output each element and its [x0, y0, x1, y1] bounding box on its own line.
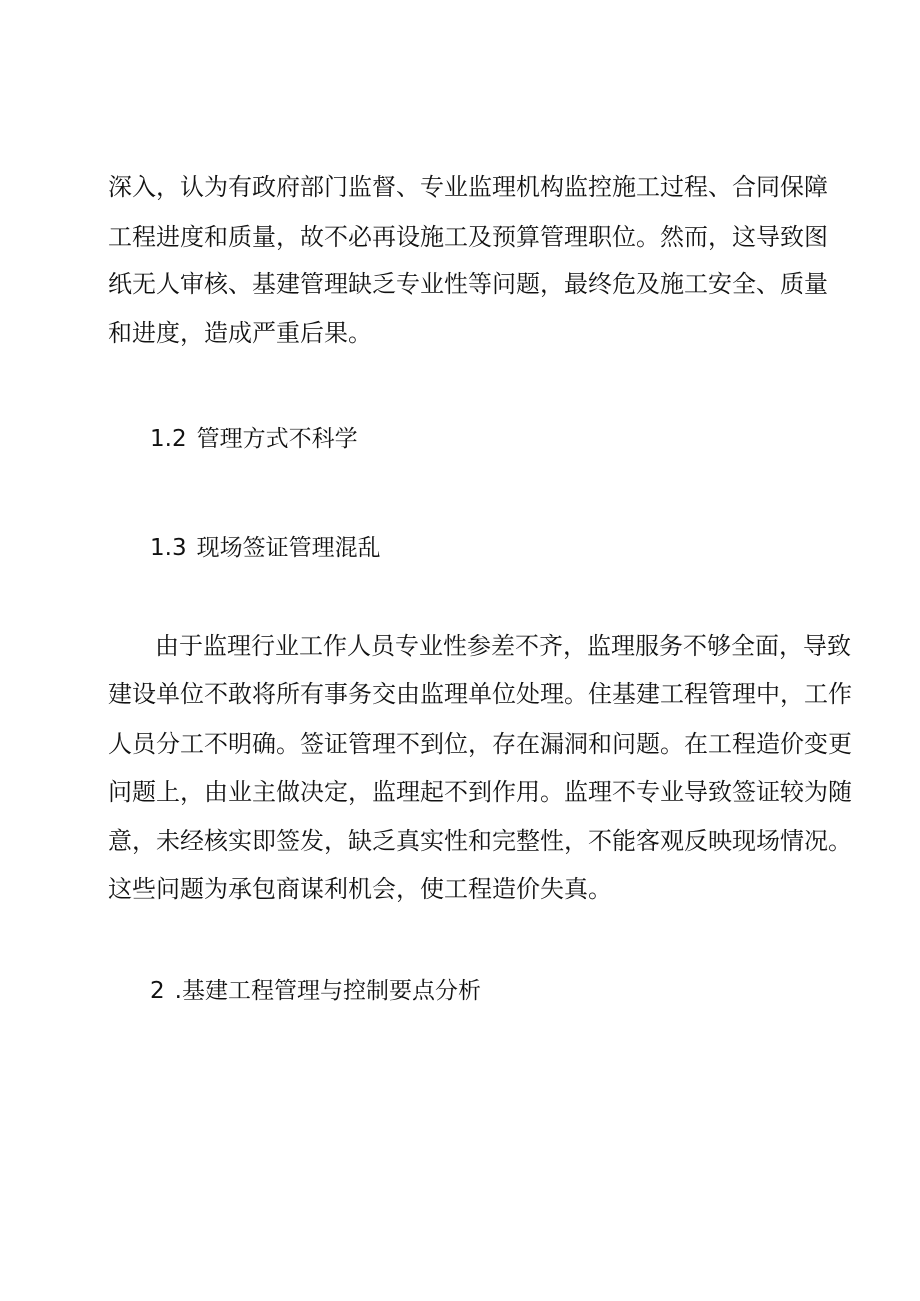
section-number: 1.2: [150, 426, 187, 452]
section-title: 管理方式不科学: [196, 426, 358, 452]
paragraph2-line-2: 建设单位不敢将所有事务交由监理单位处理。住基建工程管理中，工作: [108, 680, 852, 708]
paragraph2-line-3: 人员分工不明确。签证管理不到位，存在漏洞和问题。在工程造价变更: [108, 730, 852, 758]
section-title: .基建工程管理与控制要点分析: [174, 978, 481, 1004]
paragraph1-line-2: 工程进度和质量，故不必再设施工及预算管理职位。然而，这导致图: [108, 223, 828, 251]
paragraph2-line-6: 这些问题为承包商谋利机会，使工程造价失真。: [108, 875, 612, 903]
paragraph1-line-4: 和进度，造成严重后果。: [108, 319, 372, 347]
paragraph2-line-5: 意，未经核实即签发，缺乏真实性和完整性，不能客观反映现场情况。: [108, 827, 852, 855]
paragraph2-line-4: 问题上，由业主做决定，监理起不到作用。监理不专业导致签证较为随: [108, 778, 852, 806]
section-number: 1.3: [150, 535, 187, 561]
section-title: 现场签证管理混乱: [196, 535, 381, 561]
section-heading-1-2: [150, 424, 358, 454]
paragraph1-line-1: 深入，认为有政府部门监督、专业监理机构监控施工过程、合同保障: [108, 173, 828, 201]
paragraph2-line-1: 由于监理行业工作人员专业性参差不齐，监理服务不够全面，导致: [155, 632, 851, 660]
section-heading-1-3: [150, 533, 381, 563]
section-number: 2: [150, 978, 165, 1004]
paragraph1-line-3: 纸无人审核、基建管理缺乏专业性等问题，最终危及施工安全、质量: [108, 270, 828, 298]
section-heading-2: [150, 976, 481, 1006]
